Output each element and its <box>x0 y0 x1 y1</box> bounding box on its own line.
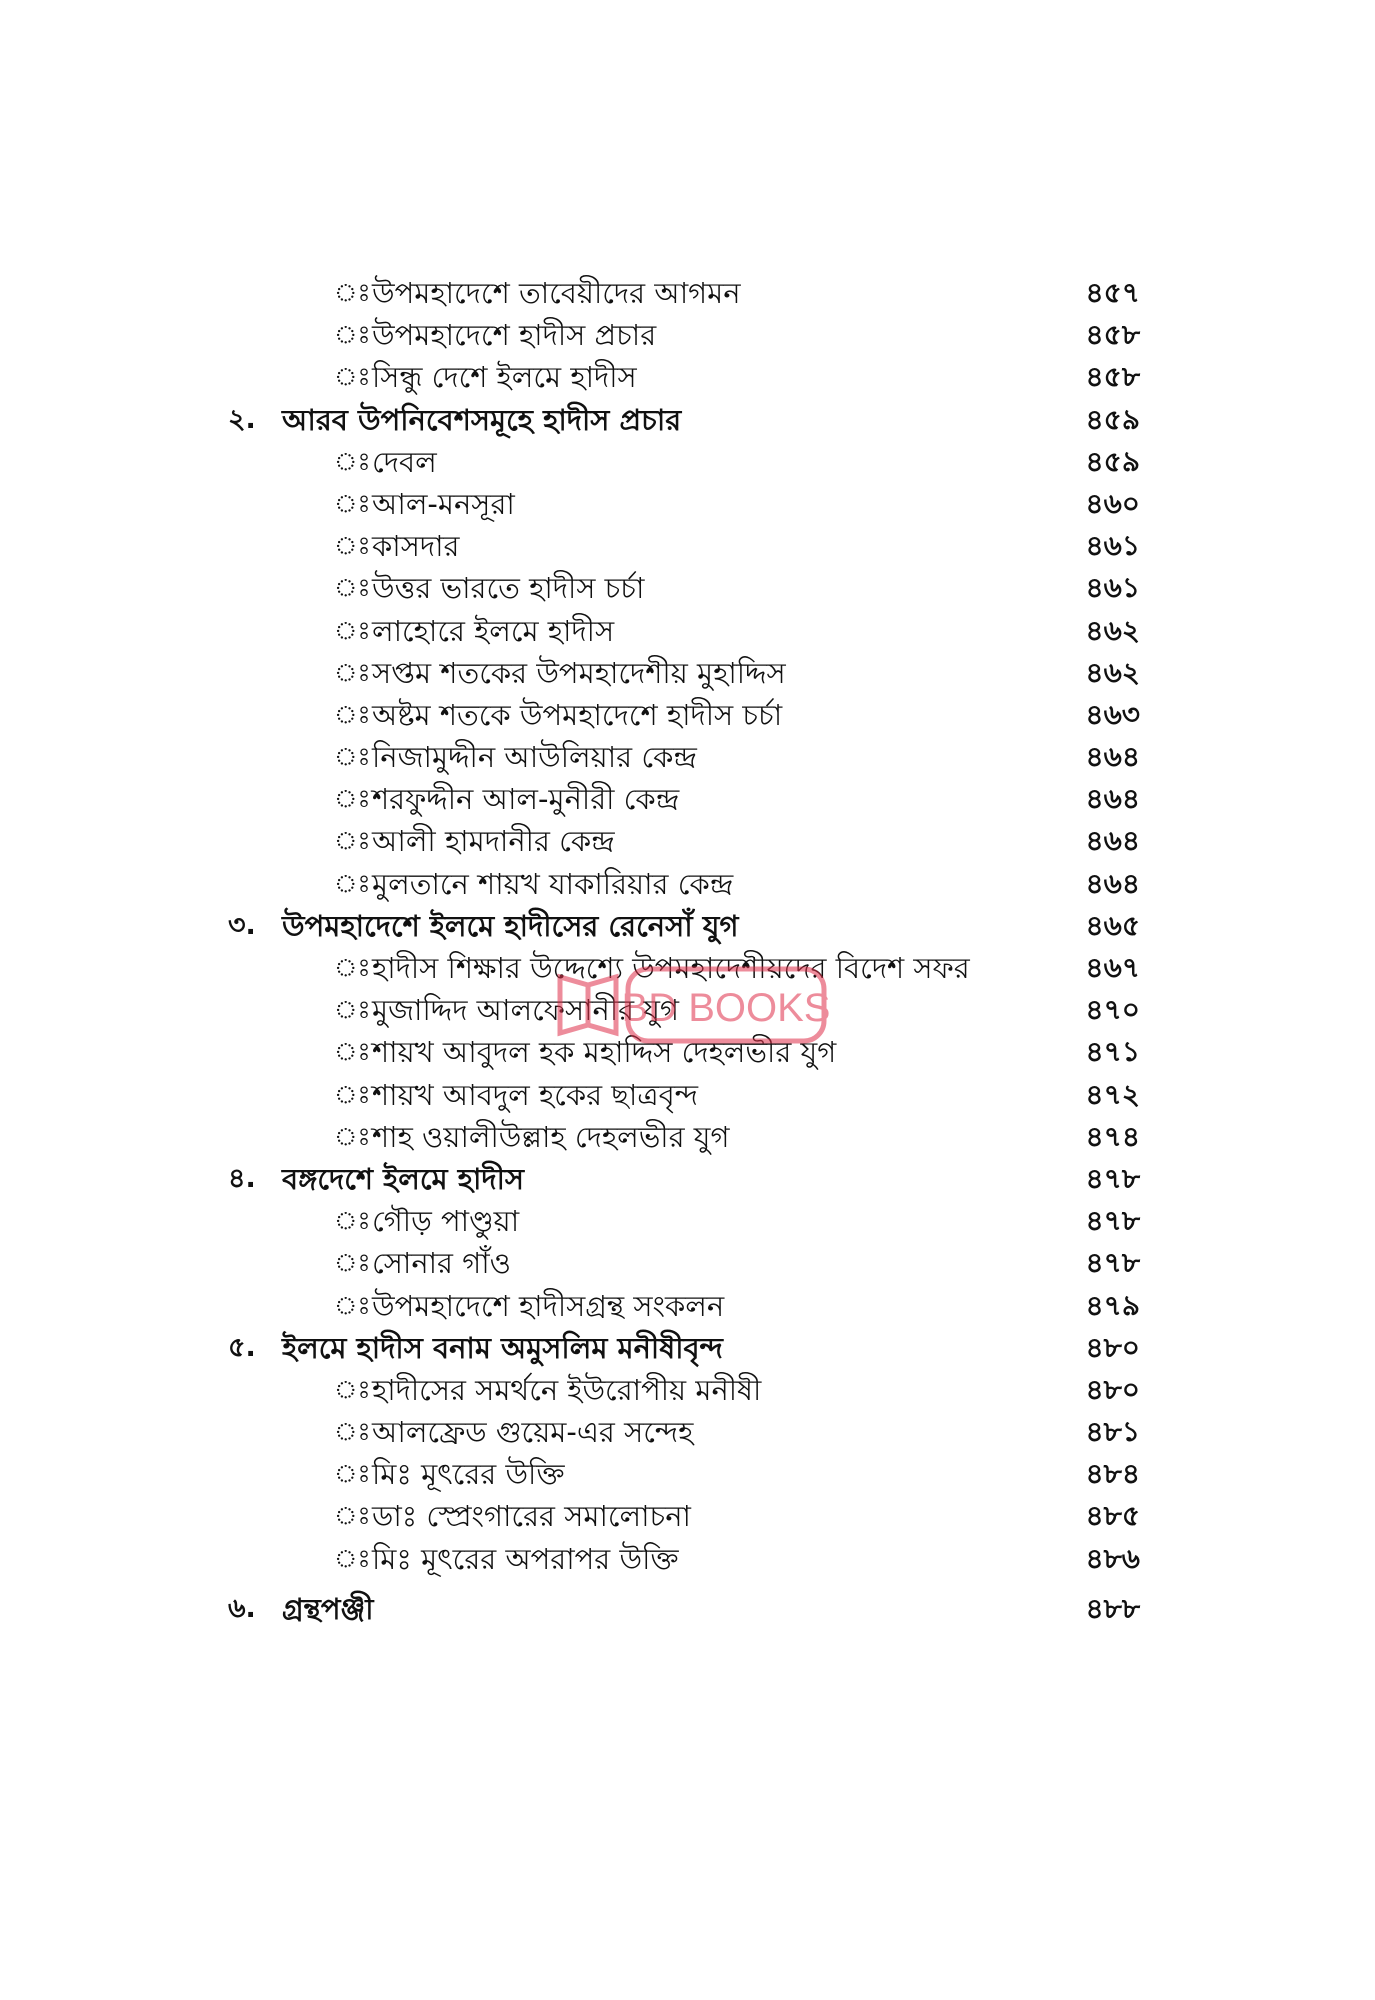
entry-title: উত্তর ভারতে হাদীস চর্চা <box>372 571 645 606</box>
entry-bullet: ঃ <box>334 573 371 603</box>
entry-title: আলফ্রেড গুয়েম-এর সন্দেহ <box>372 1415 694 1450</box>
page-number: ৪৫৯ <box>1085 444 1140 478</box>
entry-title: উপমহাদেশে হাদীসগ্রন্থ সংকলন <box>372 1288 725 1323</box>
section-title: উপমহাদেশে ইলমে হাদীসের রেনেসাঁ যুগ <box>282 908 739 943</box>
entry-bullet: ঃ <box>334 1037 371 1067</box>
entry-title: মুলতানে শায়খ যাকারিয়ার কেন্দ্র <box>372 866 734 901</box>
entry-title: আল-মনসূরা <box>372 486 515 521</box>
page-number: ৪৮৪ <box>1085 1457 1140 1491</box>
entry-bullet: ঃ <box>334 826 371 856</box>
toc-entry-row <box>0 1116 1375 1158</box>
entry-bullet: ঃ <box>334 488 371 518</box>
entry-bullet: ঃ <box>334 1121 371 1151</box>
page-number: ৪৭১ <box>1085 1035 1140 1069</box>
entry-title: মিঃ মূৎরের অপরাপর উক্তি <box>372 1541 679 1576</box>
section-title: ইলমে হাদীস বনাম অমুসলিম মনীষীবৃন্দ <box>282 1330 723 1365</box>
entry-title: শরফুদ্দীন আল-মুনীরী কেন্দ্র <box>372 782 680 817</box>
entry-bullet: ঃ <box>334 446 371 476</box>
entry-title: মিঃ মূৎরের উক্তি <box>372 1457 565 1492</box>
toc-entry-row <box>0 441 1375 483</box>
page-number: ৪৬৫ <box>1085 908 1140 942</box>
toc-section-row <box>0 1588 1375 1630</box>
entry-title: উপমহাদেশে তাবেয়ীদের আগমন <box>372 276 741 310</box>
entry-title: কাসদার <box>372 529 460 564</box>
page-number: ৪৭২ <box>1085 1077 1140 1111</box>
page-number: ৪৬৭ <box>1085 951 1140 984</box>
section-title: বঙ্গদেশে ইলমে হাদীস <box>282 1161 525 1196</box>
entry-title: হাদীসের সমর্থনে ইউরোপীয় মনীষী <box>372 1372 762 1407</box>
toc-entry-row <box>0 1538 1375 1580</box>
entry-bullet: ঃ <box>334 1206 371 1236</box>
entry-title: অষ্টম শতকে উপমহাদেশে হাদীস চর্চা <box>372 697 783 732</box>
entry-title: ডাঃ স্প্রেংগারের সমালোচনা <box>372 1499 691 1534</box>
section-title: আরব উপনিবেশসমূহে হাদীস প্রচার <box>282 402 682 437</box>
toc-entry-row <box>0 1242 1375 1284</box>
page-number: ৪৭৮ <box>1085 1204 1140 1238</box>
entry-title: নিজামুদ্দীন আউলিয়ার কেন্দ্র <box>372 740 697 775</box>
toc-section-row <box>0 1158 1375 1200</box>
toc-entry-row <box>0 567 1375 609</box>
entry-bullet: ঃ <box>334 1248 371 1278</box>
page-number: ৪৭৮ <box>1085 1246 1140 1280</box>
entry-title: হাদীস শিক্ষার উদ্দেশ্যে উপমহাদেশীয়দের বিদেশ সফর <box>372 951 970 985</box>
toc-entry-row <box>0 1411 1375 1453</box>
entry-bullet: ঃ <box>334 699 371 729</box>
entry-bullet: ঃ <box>334 615 371 645</box>
page-number: ৪৫৯ <box>1085 402 1140 436</box>
page-number: ৪৮১ <box>1085 1415 1140 1449</box>
entry-title: সোনার গাঁও <box>372 1246 511 1281</box>
watermark-text: BD BOOKS <box>621 986 831 1030</box>
toc-entry-row <box>0 863 1375 905</box>
page-number: ৪৭৯ <box>1085 1288 1140 1322</box>
entry-title: গৌড় পাণ্ডুয়া <box>372 1204 520 1239</box>
page-number: ৪৮০ <box>1085 1372 1140 1406</box>
toc-entry-row <box>0 989 1375 1031</box>
toc-entry-row <box>0 947 1375 989</box>
page-number: ৪৫৮ <box>1085 360 1140 394</box>
page-number: ৪৬৩ <box>1085 697 1140 731</box>
toc-section-row <box>0 399 1375 441</box>
section-title: গ্রন্থপঞ্জী <box>282 1591 374 1626</box>
entry-bullet: ঃ <box>334 868 371 898</box>
entry-title: উপমহাদেশে হাদীস প্রচার <box>372 318 657 353</box>
entry-bullet: ঃ <box>334 1417 371 1447</box>
page-number: ৪৬১ <box>1085 529 1140 563</box>
entry-bullet: ঃ <box>334 1543 371 1573</box>
entry-bullet: ঃ <box>334 320 371 350</box>
page-number: ৪৫৭ <box>1085 276 1140 309</box>
toc-section-row <box>0 905 1375 947</box>
page-number: ৪৮৮ <box>1085 1591 1140 1625</box>
entry-bullet: ঃ <box>334 953 371 982</box>
toc-entry-row <box>0 1369 1375 1411</box>
entry-title: শায়খ আবদুল হকের ছাত্রবৃন্দ <box>372 1077 698 1112</box>
entry-title: শাহ ওয়ালীউল্লাহ দেহলভীর যুগ <box>372 1119 730 1154</box>
toc-entry-row <box>0 1453 1375 1495</box>
section-number: ৪. <box>228 1162 256 1194</box>
toc-entry-row <box>0 652 1375 694</box>
page-number: ৪৬২ <box>1085 655 1140 689</box>
entry-title: সিন্ধু দেশে ইলমে হাদীস <box>372 360 637 395</box>
entry-title: শায়খ আবুদল হক মহাদ্দিস দেহলভীর যুগ <box>372 1035 837 1070</box>
entry-bullet: ঃ <box>334 1459 371 1489</box>
toc-entry-row <box>0 694 1375 736</box>
entry-title: দেবল <box>372 444 437 479</box>
section-number: ৩. <box>228 909 256 941</box>
page-number: ৪৬৪ <box>1085 866 1140 900</box>
toc-entry-row <box>0 1074 1375 1116</box>
toc-section-row <box>0 1327 1375 1369</box>
section-number: ৬. <box>228 1592 256 1624</box>
page-number: ৪৮০ <box>1085 1330 1140 1364</box>
page-number: ৪৬৪ <box>1085 782 1140 816</box>
entry-bullet: ঃ <box>334 1501 371 1531</box>
toc-entry-row <box>0 356 1375 398</box>
entry-title: আলী হামদানীর কেন্দ্র <box>372 824 615 859</box>
toc-entry-row <box>0 736 1375 778</box>
page-number: ৪৬৪ <box>1085 824 1140 858</box>
toc-entry-row <box>0 610 1375 652</box>
page-number: ৪৫৮ <box>1085 318 1140 352</box>
toc-entry-row <box>0 314 1375 356</box>
section-number: ২. <box>228 403 256 435</box>
table-of-contents <box>0 272 1375 1630</box>
page-number: ৪৬১ <box>1085 571 1140 605</box>
entry-bullet: ঃ <box>334 278 371 307</box>
toc-entry-row <box>0 1031 1375 1073</box>
toc-entry-row <box>0 1285 1375 1327</box>
page-number: ৪৭০ <box>1085 993 1140 1027</box>
page-number: ৪৬০ <box>1085 486 1140 520</box>
toc-entry-row <box>0 525 1375 567</box>
page-number: ৪৬৪ <box>1085 740 1140 774</box>
page-number: ৪৭৪ <box>1085 1119 1140 1153</box>
entry-bullet: ঃ <box>334 1374 371 1404</box>
entry-bullet: ঃ <box>334 657 371 687</box>
entry-bullet: ঃ <box>334 1079 371 1109</box>
entry-title: লাহোরে ইলমে হাদীস <box>372 613 615 648</box>
entry-title: সপ্তম শতকের উপমহাদেশীয় মুহাদ্দিস <box>372 655 786 690</box>
section-number: ৫. <box>228 1331 256 1363</box>
page-number: ৪৬২ <box>1085 613 1140 647</box>
page-number: ৪৮৬ <box>1085 1541 1140 1575</box>
entry-bullet: ঃ <box>334 742 371 772</box>
page-number: ৪৭৮ <box>1085 1161 1140 1195</box>
entry-bullet: ঃ <box>334 784 371 814</box>
toc-entry-row <box>0 483 1375 525</box>
toc-entry-row <box>0 272 1375 314</box>
entry-bullet: ঃ <box>334 531 371 561</box>
toc-entry-row <box>0 1495 1375 1537</box>
entry-bullet: ঃ <box>334 362 371 392</box>
page-number: ৪৮৫ <box>1085 1499 1140 1533</box>
entry-bullet: ঃ <box>334 1290 371 1320</box>
entry-bullet: ঃ <box>334 995 371 1025</box>
entry-title: মুজাদ্দিদ আলফেসানীর যুগ <box>372 993 680 1028</box>
toc-entry-row <box>0 820 1375 862</box>
toc-entry-row <box>0 1200 1375 1242</box>
toc-entry-row <box>0 778 1375 820</box>
